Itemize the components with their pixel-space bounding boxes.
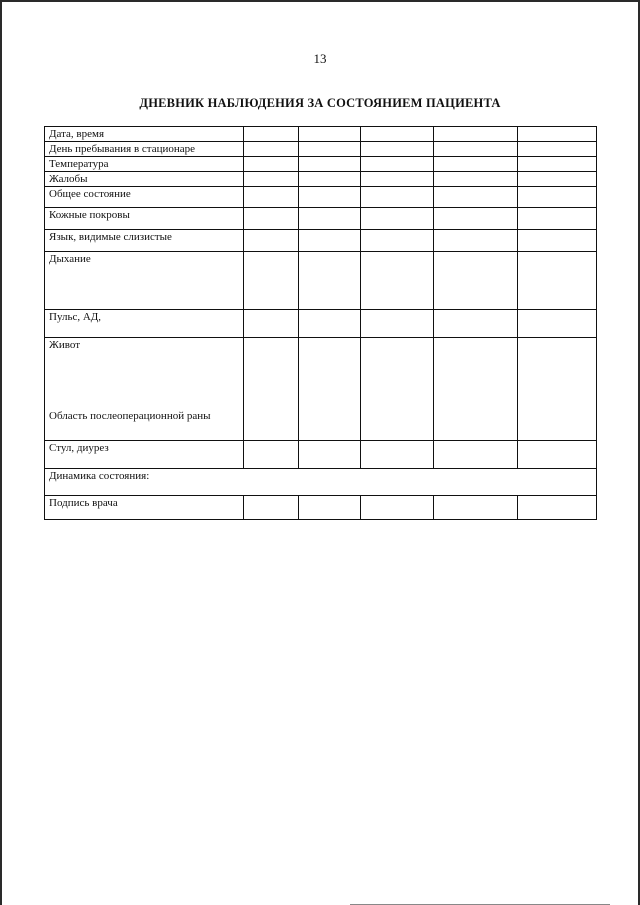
entry-cell[interactable] bbox=[518, 172, 597, 187]
entry-cell[interactable] bbox=[518, 187, 597, 208]
entry-cell[interactable] bbox=[434, 187, 518, 208]
page-left-edge bbox=[0, 0, 2, 905]
entry-cell[interactable] bbox=[518, 127, 597, 142]
row-label-stool-diuresis: Стул, диурез bbox=[45, 441, 244, 469]
table-row bbox=[45, 127, 597, 142]
entry-cell[interactable] bbox=[299, 142, 361, 157]
table-row bbox=[45, 252, 597, 310]
entry-cell[interactable] bbox=[244, 142, 299, 157]
entry-cell[interactable] bbox=[434, 441, 518, 469]
entry-cell[interactable] bbox=[361, 338, 434, 441]
postoperative-wound-label: Область послеоперационной раны bbox=[49, 410, 211, 422]
entry-cell[interactable] bbox=[518, 157, 597, 172]
page-top-edge bbox=[0, 0, 640, 2]
entry-cell[interactable] bbox=[244, 252, 299, 310]
table-row bbox=[45, 338, 597, 441]
entry-cell[interactable] bbox=[299, 441, 361, 469]
entry-cell[interactable] bbox=[361, 252, 434, 310]
table-row bbox=[45, 469, 597, 496]
row-label-doctor-signature: Подпись врача bbox=[45, 496, 244, 520]
entry-cell[interactable] bbox=[244, 127, 299, 142]
entry-cell[interactable] bbox=[361, 208, 434, 230]
row-label-dynamics[interactable]: Динамика состояния: bbox=[45, 469, 597, 496]
row-label-hospital-day: День пребывания в стационаре bbox=[45, 142, 244, 157]
entry-cell[interactable] bbox=[361, 441, 434, 469]
abdomen-label: Живот bbox=[49, 339, 81, 351]
row-label-skin: Кожные покровы bbox=[45, 208, 244, 230]
entry-cell[interactable] bbox=[244, 310, 299, 338]
entry-cell[interactable] bbox=[299, 252, 361, 310]
entry-cell[interactable] bbox=[299, 208, 361, 230]
entry-cell[interactable] bbox=[361, 142, 434, 157]
entry-cell[interactable] bbox=[434, 172, 518, 187]
entry-cell[interactable] bbox=[434, 127, 518, 142]
table-row bbox=[45, 310, 597, 338]
row-label-general-condition: Общее состояние bbox=[45, 187, 244, 208]
page-number: 13 bbox=[313, 51, 327, 66]
entry-cell[interactable] bbox=[244, 230, 299, 252]
entry-cell[interactable] bbox=[299, 187, 361, 208]
row-label-complaints: Жалобы bbox=[45, 172, 244, 187]
table-row bbox=[45, 230, 597, 252]
entry-cell[interactable] bbox=[518, 230, 597, 252]
entry-cell[interactable] bbox=[244, 208, 299, 230]
entry-cell[interactable] bbox=[518, 208, 597, 230]
entry-cell[interactable] bbox=[299, 338, 361, 441]
entry-cell[interactable] bbox=[299, 172, 361, 187]
entry-cell[interactable] bbox=[434, 338, 518, 441]
entry-cell[interactable] bbox=[518, 441, 597, 469]
entry-cell[interactable] bbox=[361, 310, 434, 338]
entry-cell[interactable] bbox=[434, 252, 518, 310]
abdomen-label-wrap bbox=[49, 339, 239, 440]
signature-cell[interactable] bbox=[518, 496, 597, 520]
entry-cell[interactable] bbox=[244, 187, 299, 208]
entry-cell[interactable] bbox=[244, 172, 299, 187]
row-label-breathing: Дыхание bbox=[45, 252, 244, 310]
entry-cell[interactable] bbox=[361, 187, 434, 208]
entry-cell[interactable] bbox=[361, 157, 434, 172]
entry-cell[interactable] bbox=[518, 142, 597, 157]
entry-cell[interactable] bbox=[361, 172, 434, 187]
signature-cell[interactable] bbox=[244, 496, 299, 520]
entry-cell[interactable] bbox=[299, 230, 361, 252]
entry-cell[interactable] bbox=[244, 157, 299, 172]
entry-cell[interactable] bbox=[244, 441, 299, 469]
entry-cell[interactable] bbox=[434, 208, 518, 230]
observation-diary-table bbox=[44, 126, 597, 520]
entry-cell[interactable] bbox=[434, 142, 518, 157]
table-row bbox=[45, 142, 597, 157]
entry-cell[interactable] bbox=[361, 127, 434, 142]
row-label-tongue-mucosa: Язык, видимые слизистые bbox=[45, 230, 244, 252]
table-row bbox=[45, 441, 597, 469]
entry-cell[interactable] bbox=[518, 252, 597, 310]
entry-cell[interactable] bbox=[361, 230, 434, 252]
entry-cell[interactable] bbox=[434, 310, 518, 338]
entry-cell[interactable] bbox=[244, 338, 299, 441]
table-row bbox=[45, 172, 597, 187]
entry-cell[interactable] bbox=[518, 338, 597, 441]
entry-cell[interactable] bbox=[299, 127, 361, 142]
signature-cell[interactable] bbox=[361, 496, 434, 520]
row-label-abdomen bbox=[45, 338, 244, 441]
entry-cell[interactable] bbox=[434, 157, 518, 172]
entry-cell[interactable] bbox=[518, 310, 597, 338]
signature-cell[interactable] bbox=[434, 496, 518, 520]
row-label-temperature: Температура bbox=[45, 157, 244, 172]
table-row bbox=[45, 208, 597, 230]
row-label-pulse-bp: Пульс, АД, bbox=[45, 310, 244, 338]
table-row bbox=[45, 157, 597, 172]
signature-cell[interactable] bbox=[299, 496, 361, 520]
table-row bbox=[45, 187, 597, 208]
entry-cell[interactable] bbox=[434, 230, 518, 252]
page-title: ДНЕВНИК НАБЛЮДЕНИЯ ЗА СОСТОЯНИЕМ ПАЦИЕНТА bbox=[139, 96, 501, 110]
entry-cell[interactable] bbox=[299, 157, 361, 172]
table-row bbox=[45, 496, 597, 520]
entry-cell[interactable] bbox=[299, 310, 361, 338]
row-label-date-time: Дата, время bbox=[45, 127, 244, 142]
